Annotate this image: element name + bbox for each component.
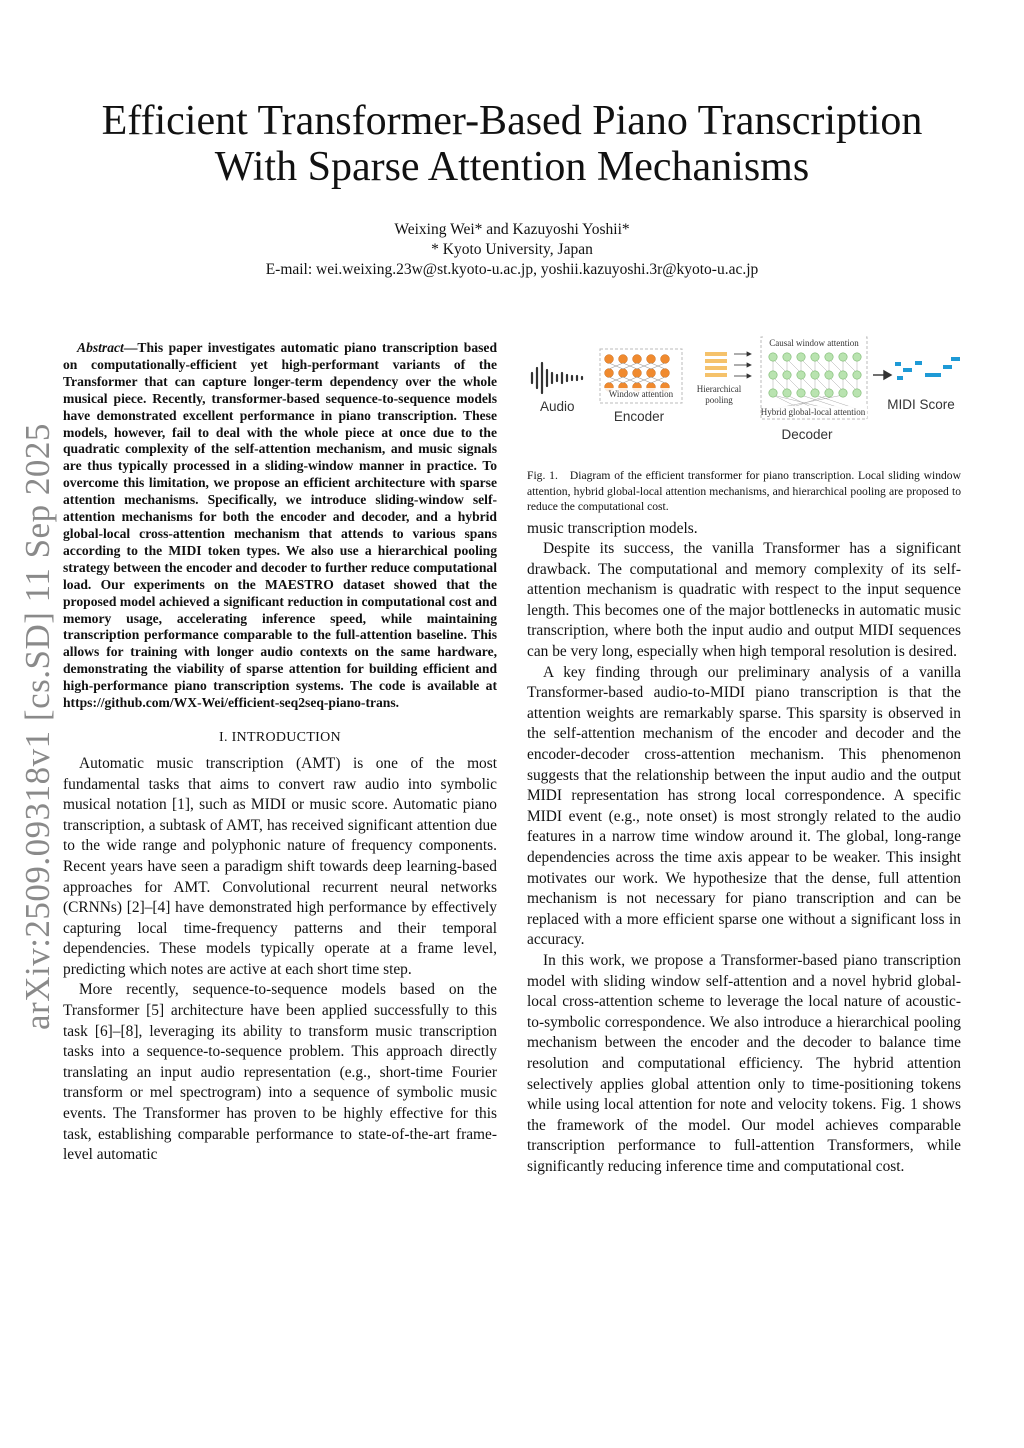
decoder-edges xyxy=(773,359,857,409)
intro-paragraph-3: Despite its success, the vanilla Transformer has a significant drawback. The computational and memory complexity of its self-attention mechanism is quadratic with respect to the input sequence length. This becomes one of the major bottlenecks in automatic music transcription, where both the input audio and output MIDI sequences can be very long, especially when high temporal resolution is desired. xyxy=(527,540,961,661)
abstract xyxy=(63,340,497,712)
pooling-icon xyxy=(705,352,727,377)
title-line-1: Efficient Transformer-Based Piano Transcription xyxy=(101,98,923,144)
email-line: E-mail: wei.weixing.23w@st.kyoto-u.ac.jp, yoshii.kazuyoshi.3r@kyoto-u.ac.jp xyxy=(265,261,759,278)
affiliation: * Kyoto University, Japan xyxy=(431,241,593,258)
label-hierarchical: Hierarchical xyxy=(696,384,742,394)
section-heading-introduction: I. INTRODUCTION xyxy=(219,729,341,745)
abstract-label: Abstract xyxy=(77,340,124,355)
label-encoder: Encoder xyxy=(613,409,665,424)
abstract-text: —This paper investigates automatic piano transcription based on computationally-efficient yet high-performant variants of the Transformer that can capture longer-term dependency over the whole musical piece. Recently, transformer-based sequence-to-sequence models have demonstrated excellent performance in piano transcription. These models, however, fail to deal with the whole piece at once due to the quadratic complexity of the self-attention mechanism, and music signals are thus typically processed in a sliding-window manner in practice. To overcome this limitation, we propose an efficient architecture with sparse attention mechanisms. Specifically, we introduce sliding-window self-attention mechanisms for both the encoder and decoder, and a hybrid global-local cross-attention mechanism that attends to various spans according to the MIDI token types. We also use a hierarchical pooling strategy between the encoder and decoder to further reduce computational load. Our experiments on the MAESTRO dataset showed that the proposed model achieved a significant reduction in computational cost and memory usage, accelerating inference speed, while maintaining transcription performance comparable to the full-attention baseline. This allows for training with longer audio contexts on the same hardware, demonstrating the viability of sparse attention for building efficient and high-performance piano transcription systems. The code is available at https://github.com/WX-Wei/efficient-seq2seq-piano-trans. xyxy=(63,340,497,711)
waveform-icon xyxy=(532,363,582,393)
pooling-arrows xyxy=(734,352,751,378)
intro-paragraph-5: In this work, we propose a Transformer-based piano transcription model with sliding window self-attention and a novel hybrid global-local cross-attention scheme to leverage the local nature of acoustic-to-symbolic correspondence. We also introduce a hierarchical pooling mechanism between the encoder and the decoder to balance time resolution and computational efficiency. The hybrid attention selectively applies global attention only to time-positioning tokens while using local attention for note and velocity tokens. Fig. 1 shows the framework of the model. Our model achieves comparable transcription performance to full-attention Transformers, while significantly reducing inference time and computational cost. xyxy=(527,951,961,1175)
intro-paragraph-2-continued: music transcription models. xyxy=(527,519,698,537)
label-hybrid-attention: Hybrid global-local attention xyxy=(760,407,866,417)
figure-1 xyxy=(527,335,961,460)
title-line-2: With Sparse Attention Mechanisms xyxy=(214,144,810,190)
caption-label: Fig. 1. xyxy=(527,469,558,482)
label-midi-score: MIDI Score xyxy=(887,397,955,412)
paper-title xyxy=(60,98,964,190)
label-window-attention: Window attention xyxy=(608,389,674,399)
label-decoder: Decoder xyxy=(781,427,833,442)
caption-text: Diagram of the efficient transformer for piano transcription. Local sliding window attention, hybrid global-local attention mechanisms, and hierarchical pooling are proposed to reduce the computational cost. xyxy=(527,469,961,513)
label-pooling: pooling xyxy=(705,395,733,405)
author-block xyxy=(60,220,964,280)
right-column xyxy=(527,335,961,1178)
label-causal-window: Causal window attention xyxy=(769,338,859,348)
output-arrow-icon xyxy=(873,371,891,379)
intro-paragraph-1: Automatic music transcription (AMT) is one of the most fundamental tasks that aims to convert raw audio into symbolic musical notation [1], such as MIDI or music score. Automatic piano transcription, a subtask of AMT, has received significant attention due to the wide range and polyphonic nature of frequency components. Recent years have seen a paradigm shift towards deep learning-based approaches for AMT. Convolutional recurrent neural networks (CRNNs) [2]–[4] have demonstrated high performance by effectively capturing local time-frequency patterns and their temporal dependencies. These models typically operate at a frame level, predicting which notes are active at each short time step. xyxy=(63,754,497,978)
figure-1-caption xyxy=(527,468,961,515)
left-column xyxy=(63,340,497,1166)
arxiv-stamp: arXiv:2509.09318v1 [cs.SD] 11 Sep 2025 xyxy=(18,423,57,1030)
architecture-diagram xyxy=(527,335,961,460)
decoder-nodes xyxy=(769,353,861,397)
author-names: Weixing Wei* and Kazuyoshi Yoshii* xyxy=(394,221,630,238)
intro-paragraph-4: A key finding through our preliminary analysis of a vanilla Transformer-based audio-to-MIDI piano transcription is that the attention weights are remarkably sparse. This sparsity is observed in the self-attention mechanism of the encoder and decoder and the encoder-decoder cross-attention mechanism. This phenomenon suggests that the relationship between the input audio and the output MIDI representation has strong local correspondence. A specific MIDI event (e.g., note onset) is most strongly related to the audio features in a narrow time window around it. The global, long-range dependencies across the time axis appear to be weaker. This insight motivates our work. We hypothesize that the dense, full attention mechanism is not necessary for piano transcription and can be replaced with a more efficient sparse one without a significant loss in accuracy. xyxy=(527,663,961,949)
encoder-nodes xyxy=(605,355,670,392)
midi-notes xyxy=(895,357,960,380)
intro-paragraph-2: More recently, sequence-to-sequence models based on the Transformer [5] architecture have been applied successfully to this task [6]–[8], leveraging its ability to transform music transcription tasks into a sequence-to-sequence problem. This approach directly translating an input audio representation (e.g., short-time Fourier transform or mel spectrogram) into a sequence of symbolic music events. The Transformer has proven to be highly effective for this task, establishing comparable performance to state-of-the-art frame-level automatic xyxy=(63,981,497,1164)
label-audio: Audio xyxy=(540,399,575,414)
